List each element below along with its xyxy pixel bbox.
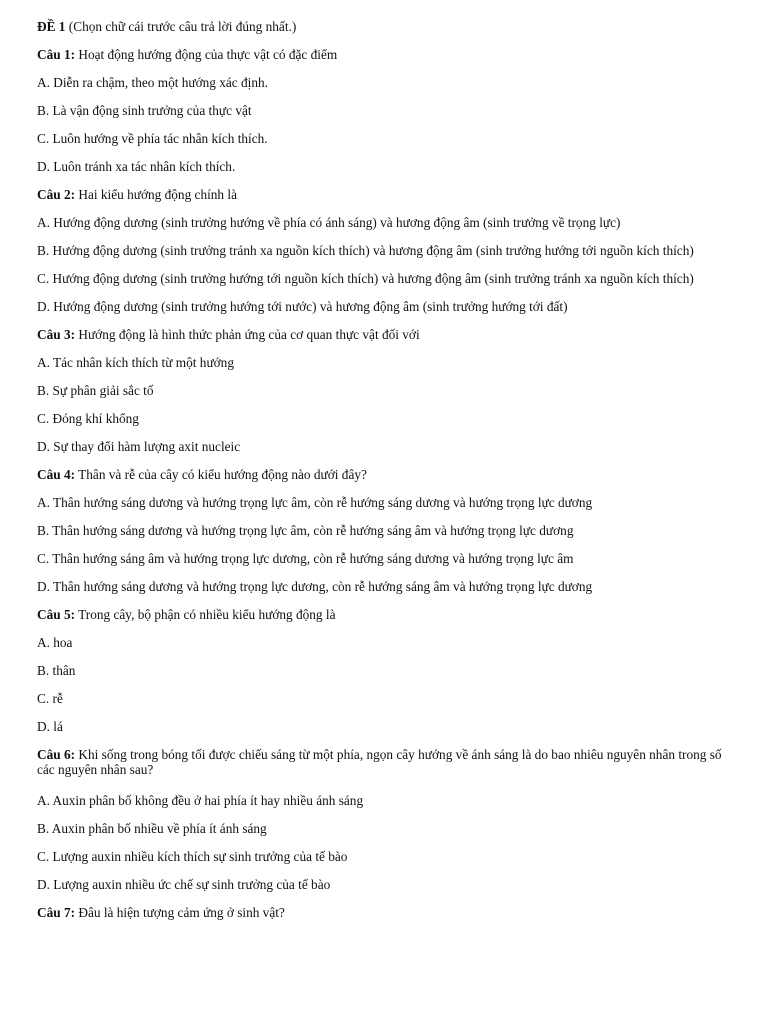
option: C. Lượng auxin nhiều kích thích sự sinh trưởng của tế bào (37, 849, 348, 864)
option: A. Diễn ra chậm, theo một hướng xác định. (37, 75, 268, 90)
question-label: Câu 4: (37, 467, 76, 482)
question-3 (37, 327, 738, 342)
option: B. thân (37, 663, 76, 678)
question-label: Câu 1: (37, 47, 76, 62)
option: B. Sự phân giải sắc tố (37, 383, 154, 398)
question-4 (37, 467, 738, 482)
question-label: Câu 7: (37, 905, 76, 920)
option: B. Là vận động sinh trưởng của thực vật (37, 103, 252, 118)
option: C. Đóng khí khổng (37, 411, 139, 426)
exam-title: ĐỀ 1 (37, 19, 66, 34)
question-text: Hướng động là hình thức phản ứng của cơ quan thực vật đối với (78, 327, 420, 342)
option: A. Tác nhân kích thích từ một hướng (37, 355, 234, 370)
question-text: Thân và rễ của cây có kiểu hướng động nào dưới đây? (78, 467, 367, 482)
question-7 (37, 905, 738, 920)
option: C. Luôn hướng về phía tác nhân kích thích. (37, 131, 268, 146)
question-2 (37, 187, 738, 202)
question-label: Câu 3: (37, 327, 76, 342)
option: D. lá (37, 719, 63, 734)
option: A. Auxin phân bố không đều ở hai phía ít hay nhiều ánh sáng (37, 793, 364, 808)
question-text: Hoạt động hướng động của thực vật có đặc điểm (78, 47, 338, 62)
option: B. Auxin phân bố nhiều về phía ít ánh sáng (37, 821, 267, 836)
question-1 (37, 47, 738, 62)
option: D. Thân hướng sáng dương và hướng trọng lực dương, còn rễ hướng sáng âm và hướng trọng lực dương (37, 579, 593, 594)
option: D. Luôn tránh xa tác nhân kích thích. (37, 159, 236, 174)
question-text: Đâu là hiện tượng cảm ứng ở sinh vật? (78, 905, 285, 920)
option: C. Hướng động dương (sinh trưởng hướng tới nguồn kích thích) và hương động âm (sinh trưởng tránh xa nguồn kích thích) (37, 271, 694, 286)
option: A. hoa (37, 635, 73, 650)
option: C. Thân hướng sáng âm và hướng trọng lực dương, còn rễ hướng sáng dương và hướng trọng lực âm (37, 551, 574, 566)
question-text: Hai kiểu hướng động chính là (78, 187, 238, 202)
option: D. Sự thay đổi hàm lượng axit nucleic (37, 439, 241, 454)
question-5 (37, 607, 738, 622)
exam-instruction: (Chọn chữ cái trước câu trả lời đúng nhất.) (68, 19, 297, 34)
question-6 (37, 747, 738, 777)
exam-header (37, 19, 738, 34)
option: D. Hướng động dương (sinh trưởng hướng tới nước) và hương động âm (sinh trưởng hướng tới đất) (37, 299, 568, 314)
question-text: Khi sống trong bóng tối được chiếu sáng từ một phía, ngọn cây hướng về ánh sáng là do bao nhiêu nguyên nhân trong số các nguyên nhân sau? (37, 747, 722, 777)
question-label: Câu 5: (37, 607, 76, 622)
option: A. Hướng động dương (sinh trưởng hướng về phía có ánh sáng) và hương động âm (sinh trưởng về trọng lực) (37, 215, 621, 230)
question-text: Trong cây, bộ phận có nhiều kiểu hướng động là (78, 607, 336, 622)
question-label: Câu 6: (37, 747, 76, 762)
option: B. Hướng động dương (sinh trưởng tránh xa nguồn kích thích) và hương động âm (sinh trưởng hướng tới nguồn kích thích) (37, 243, 694, 258)
option: A. Thân hướng sáng dương và hướng trọng lực âm, còn rễ hướng sáng dương và hướng trọng lực dương (37, 495, 593, 510)
option: B. Thân hướng sáng dương và hướng trọng lực âm, còn rễ hướng sáng âm và hướng trọng lực dương (37, 523, 574, 538)
option: C. rễ (37, 691, 63, 706)
question-label: Câu 2: (37, 187, 76, 202)
option: D. Lượng auxin nhiều ức chế sự sinh trưởng của tế bào (37, 877, 331, 892)
